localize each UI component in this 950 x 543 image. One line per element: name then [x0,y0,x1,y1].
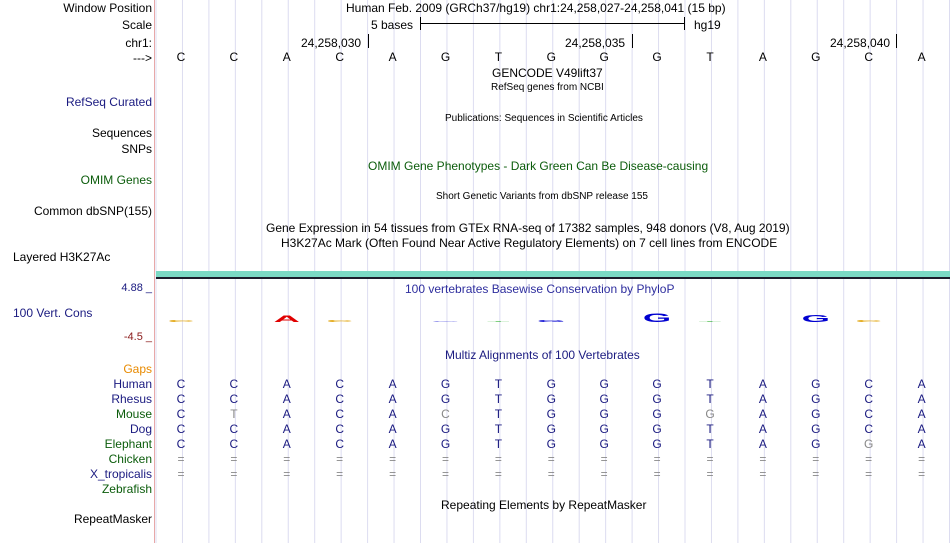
alignment-base: = [865,452,873,466]
alignment-base: A [388,392,397,406]
alignment-base: = [759,452,767,466]
alignment-base: G [652,437,662,451]
coord-label-1: 24,258,030 [301,36,362,50]
sequence-base: T [494,50,503,64]
alignment-base: C [335,422,345,436]
alignment-base: A [388,437,397,451]
alignment-base: = [547,467,555,481]
alignment-base: A [388,377,397,391]
alignment-base: = [177,452,185,466]
alignment-base: G [811,407,821,421]
sequence-base: C [229,50,239,64]
track-label-gaps[interactable]: Gaps [123,362,152,376]
window-position-label: Window Position [63,1,152,15]
species-label[interactable]: Dog [129,422,152,436]
multiz-track-title[interactable]: Multiz Alignments of 100 Vertebrates [445,348,640,362]
alignment-base: C [176,422,186,436]
alignment-base: T [706,437,714,451]
alignment-base: A [282,377,291,391]
alignment-base: A [917,392,926,406]
cons-logo-letter: C [326,319,353,323]
alignment-base: = [653,452,661,466]
species-label[interactable]: Zebrafish [101,482,152,496]
alignment-base: A [758,422,767,436]
alignment-base: = [177,467,185,481]
alignment-base: G [811,437,821,451]
alignment-base: A [758,392,767,406]
scale-text: 5 bases [371,18,414,32]
alignment-base: T [230,407,238,421]
strand-label: ---> [133,51,152,65]
alignment-base: G [652,377,662,391]
sequence-base: C [176,50,186,64]
alignment-base: = [389,467,397,481]
sequence-base: A [917,50,926,64]
scale-label: Scale [121,18,152,32]
sequence-base: C [864,50,874,64]
alignment-base: G [705,407,715,421]
alignment-base: C [229,437,239,451]
sequence-base: G [440,50,451,64]
alignment-base: = [600,467,608,481]
alignment-base: C [229,392,239,406]
h3k27ac-track-title[interactable]: H3K27Ac Mark (Often Found Near Active Regulatory Elements) on 7 cell lines from ENCODE [281,236,778,250]
alignment-base: C [864,422,874,436]
alignment-base: = [336,452,344,466]
scale-bar [420,23,684,24]
alignment-base: G [440,377,451,391]
cons-logo-letter: C [855,319,882,323]
conservation-logo[interactable] [156,308,950,324]
alignment-base: G [599,437,609,451]
alignment-base: = [441,467,449,481]
assembly-position-text: Human Feb. 2009 (GRCh37/hg19) chr1:24,258,027-24,258,041 (15 bp) [346,1,726,15]
alignment-base: C [229,422,239,436]
alignment-base: C [335,407,345,421]
alignment-base: = [230,452,238,466]
cons-axis-min: -4.5 _ [123,331,152,343]
species-label[interactable]: Rhesus [111,392,152,406]
alignment-base: A [917,422,926,436]
coord-tick-1 [368,34,369,48]
track-label-sequences[interactable]: Sequences [91,126,152,140]
alignment-base: = [547,452,555,466]
sequence-base: C [335,50,345,64]
alignment-base: G [546,422,556,436]
alignment-base: A [282,437,291,451]
track-label-refseq[interactable]: RefSeq Curated [65,95,152,109]
alignment-base: A [758,437,767,451]
alignment-base: = [441,452,449,466]
alignment-base: G [440,422,451,436]
alignment-base: A [388,407,397,421]
cons-logo-letter: A [273,313,300,324]
alignment-base: = [759,467,767,481]
gtex-track-title[interactable]: Gene Expression in 54 tissues from GTEx RNA-seq of 17382 samples, 948 donors (V8, Aug 2019) [266,221,790,235]
species-label[interactable]: Human [113,377,152,391]
species-label[interactable]: Mouse [115,407,152,421]
alignment-base: C [335,392,345,406]
alignment-base: C [176,437,186,451]
alignment-base: T [494,422,503,436]
alignment-base: G [599,377,609,391]
alignment-base: T [494,437,503,451]
alignment-base: A [758,407,767,421]
alignment-base: C [441,407,450,421]
coord-tick-2 [632,34,633,48]
track-label-repeatmasker[interactable]: RepeatMasker [73,512,152,526]
track-label-snps[interactable]: SNPs [121,142,152,156]
dbsnp-track-title[interactable]: Short Genetic Variants from dbSNP release 155 [436,191,648,202]
alignment-base: = [918,467,926,481]
sequence-base: A [282,50,291,64]
sequence-base: A [388,50,397,64]
alignment-base: A [282,422,291,436]
alignment-base: = [812,467,820,481]
alignment-base: C [229,377,239,391]
repeatmasker-track-title[interactable]: Repeating Elements by RepeatMasker [441,498,647,512]
alignment-base: G [652,392,662,406]
alignment-base: A [917,377,926,391]
chrom-label: chr1: [125,36,152,50]
alignment-base: C [864,377,874,391]
alignment-base: G [440,437,451,451]
sequence-base: A [758,50,767,64]
alignment-base: = [283,452,291,466]
sequence-base: G [599,50,609,64]
species-label[interactable]: Chicken [108,452,152,466]
coord-label-2: 24,258,035 [565,36,626,50]
sequence-base: G [652,50,662,64]
alignment-base: T [494,407,503,421]
alignment-base: = [812,452,820,466]
alignment-base: G [864,437,874,451]
publications-track-title[interactable]: Publications: Sequences in Scientific Articles [445,113,643,124]
alignment-base: C [864,392,874,406]
alignment-base: = [706,452,714,466]
refseq-track-subtitle[interactable]: RefSeq genes from NCBI [491,82,604,93]
alignment-base: G [811,392,821,406]
alignment-base: A [282,407,291,421]
cons-logo-letter: C [167,319,195,323]
alignment-base: = [653,467,661,481]
cons-logo-letter: G [642,310,672,324]
track-label-cons[interactable]: 100 Vert. Cons [13,306,93,320]
alignment-base: T [706,422,714,436]
cons-logo-letter: G [431,321,460,323]
alignment-base: G [652,407,662,421]
alignment-base: = [706,467,714,481]
species-label[interactable]: Elephant [104,437,152,451]
alignment-base: G [599,392,609,406]
cons-logo-letter: G [537,319,566,323]
alignment-base: = [918,452,926,466]
omim-track-title[interactable]: OMIM Gene Phenotypes - Dark Green Can Be Disease-causing [368,159,709,173]
sequence-base: G [546,50,556,64]
cons-logo-letter: T [698,321,722,323]
alignment-base: G [811,422,821,436]
alignment-base: A [917,407,926,421]
h3k27ac-signal-baseline [156,277,950,279]
phylop-track-title[interactable]: 100 vertebrates Basewise Conservation by PhyloP [405,282,675,296]
track-label-dbsnp[interactable]: Common dbSNP(155) [33,204,152,218]
alignment-base: G [652,422,662,436]
alignment-base: G [546,392,556,406]
alignment-base: = [494,467,502,481]
alignment-base: C [176,377,186,391]
sequence-base: G [811,50,821,64]
sequence-base: T [706,50,714,64]
track-label-h3k27ac[interactable]: Layered H3K27Ac [13,250,111,264]
cons-axis-max: 4.88 _ [121,282,152,294]
alignment-base: G [546,377,556,391]
alignment-base: = [494,452,502,466]
alignment-base: = [230,467,238,481]
coord-label-3: 24,258,040 [830,36,891,50]
alignment-base: G [440,392,451,406]
alignment-base: A [758,377,767,391]
alignment-base: A [282,392,291,406]
alignment-base: G [546,437,556,451]
alignment-base: C [335,377,345,391]
alignment-base: = [283,467,291,481]
scale-db: hg19 [694,18,721,32]
alignment-base: T [706,392,714,406]
alignment-base: = [865,467,873,481]
alignment-base: T [706,377,714,391]
gencode-track-title[interactable]: GENCODE V49lift37 [492,66,603,80]
alignment-base: G [811,377,821,391]
alignment-base: T [494,377,503,391]
alignment-base: G [599,422,609,436]
alignment-base: A [388,422,397,436]
alignment-base: T [494,392,503,406]
alignment-base: = [600,452,608,466]
alignment-base: G [546,407,556,421]
alignment-base: G [599,407,609,421]
alignment-base: C [864,407,874,421]
label-divider [154,0,155,543]
alignment-base: C [176,407,186,421]
alignment-base: = [336,467,344,481]
cons-logo-letter: T [487,321,510,323]
alignment-base: C [176,392,186,406]
track-label-omim[interactable]: OMIM Genes [80,173,152,187]
alignment-base: A [917,437,926,451]
alignment-base: = [389,452,397,466]
scale-bar-right-tick [684,17,685,30]
alignment-base: C [335,437,345,451]
cons-logo-letter: G [801,313,830,324]
species-label[interactable]: X_tropicalis [89,467,152,481]
coord-tick-3 [896,34,897,48]
